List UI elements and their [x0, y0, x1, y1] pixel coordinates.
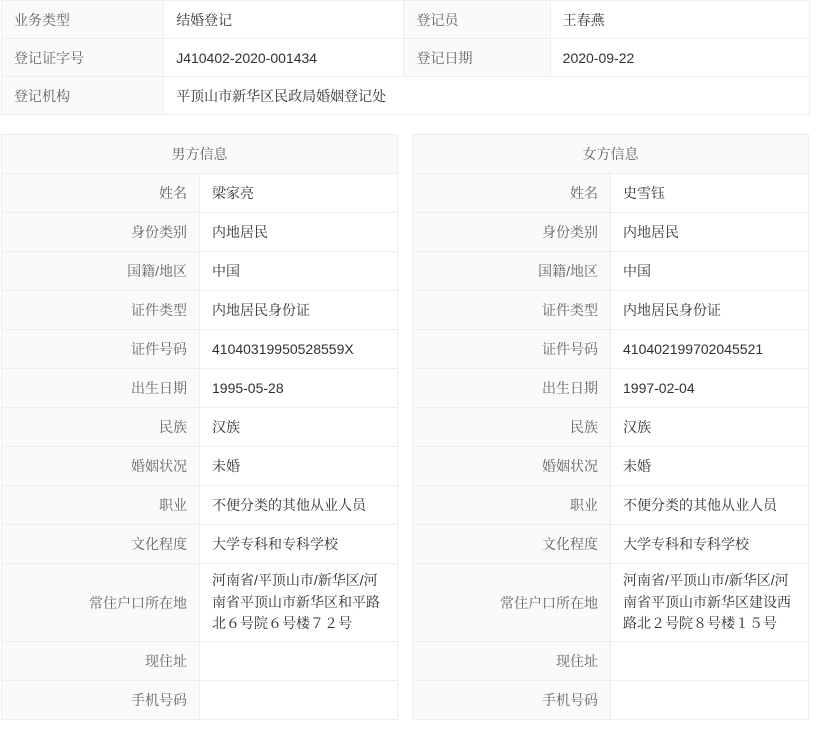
- male-value-nationality: 中国: [200, 252, 398, 291]
- male-value-occupation: 不便分类的其他从业人员: [200, 486, 398, 525]
- male-value-household-address: 河南省/平顶山市/新华区/河南省平顶山市新华区和平路北６号院６号楼７２号: [200, 564, 398, 642]
- table-row: [2, 642, 398, 681]
- male-label-name: 姓名: [2, 174, 200, 213]
- table-row: [2, 213, 398, 252]
- male-value-phone: [200, 681, 398, 720]
- table-row: [413, 252, 809, 291]
- table-row: [413, 642, 809, 681]
- summary-label-agency: 登记机构: [2, 77, 164, 115]
- female-label-education: 文化程度: [413, 525, 611, 564]
- table-row: [2, 369, 398, 408]
- female-info-table: [412, 134, 809, 720]
- table-row: [413, 330, 809, 369]
- female-value-id-number: 410402199702045521: [611, 330, 809, 369]
- female-value-current-address: [611, 642, 809, 681]
- male-label-identity-category: 身份类别: [2, 213, 200, 252]
- female-value-name: 史雪钰: [611, 174, 809, 213]
- summary-value-business-type: 结婚登记: [164, 1, 404, 39]
- male-value-identity-category: 内地居民: [200, 213, 398, 252]
- panel-title-female: 女方信息: [413, 135, 809, 174]
- party-panels: [0, 134, 817, 720]
- table-row: [2, 681, 398, 720]
- table-row: [413, 174, 809, 213]
- male-value-ethnicity: 汉族: [200, 408, 398, 447]
- panel-title-male: 男方信息: [2, 135, 398, 174]
- table-row: [413, 564, 809, 642]
- female-value-birth-date: 1997-02-04: [611, 369, 809, 408]
- table-row: [2, 174, 398, 213]
- female-label-ethnicity: 民族: [413, 408, 611, 447]
- female-label-nationality: 国籍/地区: [413, 252, 611, 291]
- female-label-current-address: 现住址: [413, 642, 611, 681]
- female-value-id-type: 内地居民身份证: [611, 291, 809, 330]
- table-row: [413, 369, 809, 408]
- female-label-identity-category: 身份类别: [413, 213, 611, 252]
- table-row: [2, 408, 398, 447]
- table-row: [413, 525, 809, 564]
- female-value-ethnicity: 汉族: [611, 408, 809, 447]
- summary-value-registrar: 王春燕: [550, 1, 809, 39]
- male-value-marital-status: 未婚: [200, 447, 398, 486]
- panel-male: [1, 134, 398, 720]
- male-info-table: [1, 134, 398, 720]
- male-label-occupation: 职业: [2, 486, 200, 525]
- female-value-occupation: 不便分类的其他从业人员: [611, 486, 809, 525]
- male-label-ethnicity: 民族: [2, 408, 200, 447]
- summary-label-business-type: 业务类型: [2, 1, 164, 39]
- male-label-nationality: 国籍/地区: [2, 252, 200, 291]
- summary-value-certificate-number: J410402-2020-001434: [164, 39, 404, 77]
- table-row: [2, 486, 398, 525]
- female-label-id-number: 证件号码: [413, 330, 611, 369]
- female-label-household-address: 常住户口所在地: [413, 564, 611, 642]
- male-value-birth-date: 1995-05-28: [200, 369, 398, 408]
- male-label-phone: 手机号码: [2, 681, 200, 720]
- female-value-nationality: 中国: [611, 252, 809, 291]
- female-label-id-type: 证件类型: [413, 291, 611, 330]
- male-value-id-type: 内地居民身份证: [200, 291, 398, 330]
- table-row: [2, 447, 398, 486]
- male-label-household-address: 常住户口所在地: [2, 564, 200, 642]
- female-label-phone: 手机号码: [413, 681, 611, 720]
- table-row: [413, 447, 809, 486]
- panel-header-row: [2, 135, 398, 174]
- male-label-id-type: 证件类型: [2, 291, 200, 330]
- male-value-current-address: [200, 642, 398, 681]
- summary-label-certificate-number: 登记证字号: [2, 39, 164, 77]
- table-row: [2, 525, 398, 564]
- male-label-education: 文化程度: [2, 525, 200, 564]
- summary-value-agency: 平顶山市新华区民政局婚姻登记处: [164, 77, 810, 115]
- female-value-household-address: 河南省/平顶山市/新华区/河南省平顶山市新华区建设西路北２号院８号楼１５号: [611, 564, 809, 642]
- table-row: [2, 252, 398, 291]
- male-label-marital-status: 婚姻状况: [2, 447, 200, 486]
- summary-value-registration-date: 2020-09-22: [550, 39, 809, 77]
- table-row: [413, 213, 809, 252]
- panel-female: [412, 134, 809, 720]
- male-value-id-number: 41040319950528559X: [200, 330, 398, 369]
- table-row: [413, 681, 809, 720]
- summary-row: [2, 1, 810, 39]
- female-value-education: 大学专科和专科学校: [611, 525, 809, 564]
- male-value-name: 梁家亮: [200, 174, 398, 213]
- female-value-identity-category: 内地居民: [611, 213, 809, 252]
- panel-header-row: [413, 135, 809, 174]
- summary-row: [2, 77, 810, 115]
- female-value-marital-status: 未婚: [611, 447, 809, 486]
- table-row: [2, 330, 398, 369]
- female-value-phone: [611, 681, 809, 720]
- table-row: [413, 486, 809, 525]
- male-label-birth-date: 出生日期: [2, 369, 200, 408]
- female-label-birth-date: 出生日期: [413, 369, 611, 408]
- table-row: [2, 564, 398, 642]
- male-label-current-address: 现住址: [2, 642, 200, 681]
- table-row: [413, 408, 809, 447]
- summary-table: [1, 0, 810, 115]
- female-label-marital-status: 婚姻状况: [413, 447, 611, 486]
- female-label-name: 姓名: [413, 174, 611, 213]
- male-value-education: 大学专科和专科学校: [200, 525, 398, 564]
- table-row: [413, 291, 809, 330]
- female-label-occupation: 职业: [413, 486, 611, 525]
- table-row: [2, 291, 398, 330]
- summary-row: [2, 39, 810, 77]
- male-label-id-number: 证件号码: [2, 330, 200, 369]
- summary-label-registrar: 登记员: [404, 1, 550, 39]
- summary-label-registration-date: 登记日期: [404, 39, 550, 77]
